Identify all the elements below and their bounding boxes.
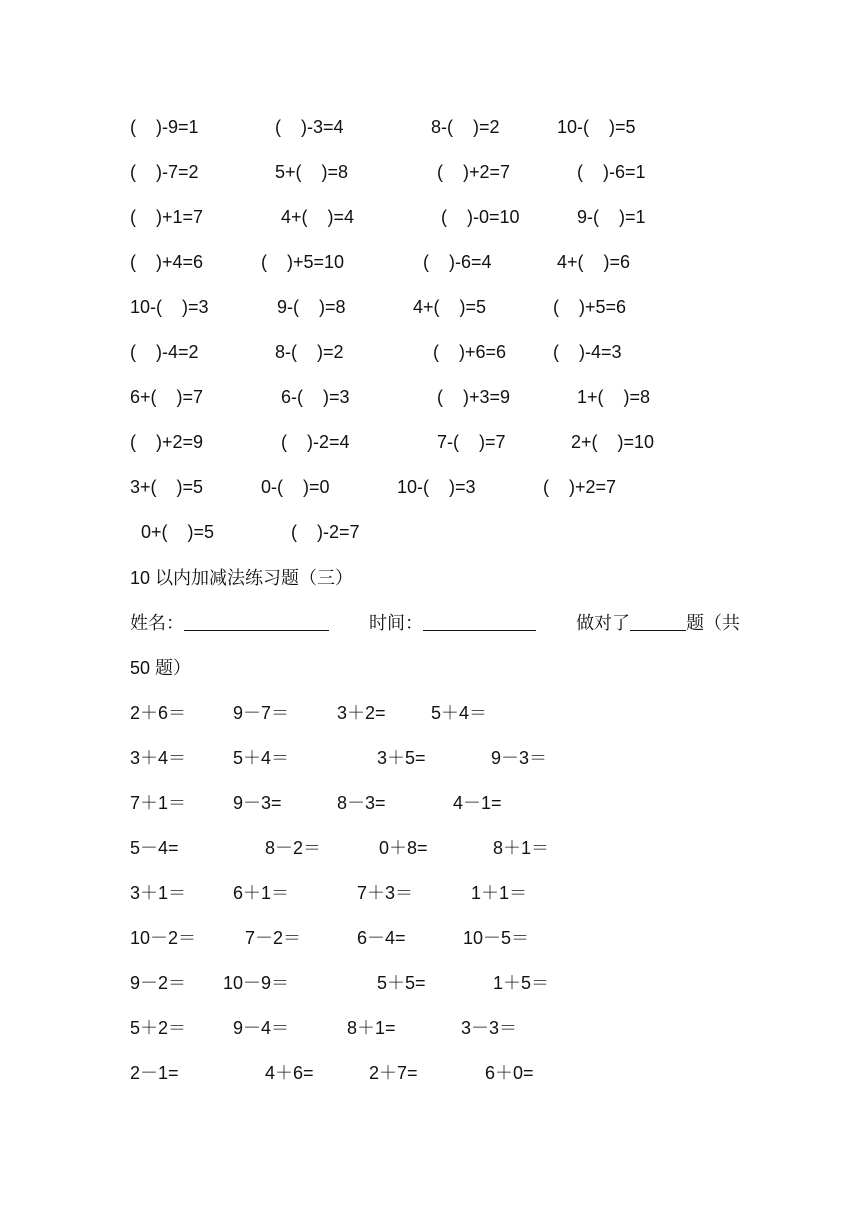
fill-in-problem: ( )+4=6 (130, 252, 204, 272)
correct-count-blank[interactable] (630, 612, 686, 631)
fill-in-problem: 10-( )=3 (130, 297, 209, 317)
arithmetic-problem: 2＋7= (369, 1063, 418, 1083)
arithmetic-problem: 9－4＝ (233, 1018, 290, 1038)
arithmetic-problem: 2－1= (130, 1063, 179, 1083)
fill-in-problem: ( )+5=10 (261, 252, 345, 272)
arithmetic-problem: 9－3＝ (491, 748, 548, 768)
info-line (130, 608, 750, 638)
arithmetic-row (0, 698, 860, 728)
fill-in-problem: 10-( )=3 (397, 477, 476, 497)
fill-in-problem: 3+( )=5 (130, 477, 204, 497)
arithmetic-row (0, 923, 860, 953)
arithmetic-problem: 1＋1＝ (471, 883, 528, 903)
arithmetic-row (0, 1013, 860, 1043)
arithmetic-problem: 3－3＝ (461, 1018, 518, 1038)
fill-in-row (0, 202, 860, 232)
arithmetic-problem: 9－2＝ (130, 973, 187, 993)
fill-in-problem: 10-( )=5 (557, 117, 636, 137)
arithmetic-problem: 4－1= (453, 793, 502, 813)
fill-in-problem: 8-( )=2 (431, 117, 500, 137)
name-blank[interactable] (184, 612, 329, 631)
fill-in-problem: 4+( )=5 (413, 297, 487, 317)
total-questions: 50 题） (130, 658, 192, 678)
arithmetic-problem: 3＋1＝ (130, 883, 187, 903)
fill-in-problem: 4+( )=6 (557, 252, 631, 272)
arithmetic-problem: 3＋5= (377, 748, 426, 768)
arithmetic-problem: 0＋8= (379, 838, 428, 858)
fill-in-problem: ( )+1=7 (130, 207, 204, 227)
fill-in-problem: 5+( )=8 (275, 162, 349, 182)
arithmetic-row (0, 743, 860, 773)
arithmetic-problem: 10－2＝ (130, 928, 197, 948)
arithmetic-problem: 9－3= (233, 793, 282, 813)
arithmetic-problem: 3＋2= (337, 703, 386, 723)
fill-in-problem: ( )-4=3 (553, 342, 622, 362)
fill-in-problem: ( )-6=4 (423, 252, 492, 272)
arithmetic-problem: 1＋5＝ (493, 973, 550, 993)
fill-in-problem: 0+( )=5 (141, 522, 215, 542)
arithmetic-problem: 7＋1＝ (130, 793, 187, 813)
fill-in-row (0, 337, 860, 367)
arithmetic-problem: 10－5＝ (463, 928, 530, 948)
fill-in-problem: 7-( )=7 (437, 432, 506, 452)
arithmetic-row (0, 878, 860, 908)
arithmetic-problem: 5－4= (130, 838, 179, 858)
fill-in-problem: ( )-6=1 (577, 162, 646, 182)
arithmetic-problem: 7＋3＝ (357, 883, 414, 903)
fill-in-problem: ( )-7=2 (130, 162, 199, 182)
total-label: 题（共 (686, 613, 741, 633)
fill-in-problem: ( )-9=1 (130, 117, 199, 137)
fill-in-problem: ( )+2=9 (130, 432, 204, 452)
arithmetic-row (0, 788, 860, 818)
arithmetic-problem: 8＋1＝ (493, 838, 550, 858)
fill-in-row (0, 382, 860, 412)
arithmetic-problem: 8＋1= (347, 1018, 396, 1038)
fill-in-problem: ( )+3=9 (437, 387, 511, 407)
name-label: 姓名： (130, 613, 184, 633)
arithmetic-problem: 9－7＝ (233, 703, 290, 723)
fill-in-problem: ( )-4=2 (130, 342, 199, 362)
fill-in-problem: ( )+5=6 (553, 297, 627, 317)
fill-in-row (0, 427, 860, 457)
fill-in-row (0, 292, 860, 322)
fill-in-problem: 6+( )=7 (130, 387, 204, 407)
fill-in-problem: ( )-2=7 (291, 522, 360, 542)
arithmetic-problem: 2＋6＝ (130, 703, 187, 723)
fill-in-problem: ( )+2=7 (543, 477, 617, 497)
arithmetic-problem: 7－2＝ (245, 928, 302, 948)
fill-in-problem: ( )-2=4 (281, 432, 350, 452)
arithmetic-problem: 6＋0= (485, 1063, 534, 1083)
fill-in-row (0, 157, 860, 187)
fill-in-problem: 6-( )=3 (281, 387, 350, 407)
arithmetic-problem: 5＋2＝ (130, 1018, 187, 1038)
fill-in-row (0, 112, 860, 142)
fill-in-problem: ( )+2=7 (437, 162, 511, 182)
fill-in-problem: 8-( )=2 (275, 342, 344, 362)
section-title: 10 以内加减法练习题（三） (130, 568, 354, 588)
arithmetic-problem: 6＋1＝ (233, 883, 290, 903)
fill-in-problem: ( )-3=4 (275, 117, 344, 137)
time-blank[interactable] (423, 612, 536, 631)
fill-in-problem: 9-( )=8 (277, 297, 346, 317)
arithmetic-row (0, 1058, 860, 1088)
arithmetic-row (0, 833, 860, 863)
fill-in-problem: 9-( )=1 (577, 207, 646, 227)
arithmetic-problem: 4＋6= (265, 1063, 314, 1083)
time-label: 时间： (369, 613, 424, 633)
fill-in-row (0, 472, 860, 502)
arithmetic-problem: 6－4= (357, 928, 406, 948)
arithmetic-problem: 5＋4＝ (233, 748, 290, 768)
fill-in-row (0, 517, 860, 547)
arithmetic-problem: 8－2＝ (265, 838, 322, 858)
fill-in-problem: ( )-0=10 (441, 207, 520, 227)
arithmetic-problem: 3＋4＝ (130, 748, 187, 768)
fill-in-problem: 1+( )=8 (577, 387, 651, 407)
fill-in-problem: 0-( )=0 (261, 477, 330, 497)
fill-in-problem: ( )+6=6 (433, 342, 507, 362)
fill-in-problem: 4+( )=4 (281, 207, 355, 227)
arithmetic-problem: 10－9＝ (223, 973, 290, 993)
arithmetic-problem: 8－3= (337, 793, 386, 813)
fill-in-problem: 2+( )=10 (571, 432, 655, 452)
fill-in-row (0, 247, 860, 277)
correct-label: 做对了 (576, 613, 631, 633)
arithmetic-row (0, 968, 860, 998)
arithmetic-problem: 5＋4＝ (431, 703, 488, 723)
arithmetic-problem: 5＋5= (377, 973, 426, 993)
